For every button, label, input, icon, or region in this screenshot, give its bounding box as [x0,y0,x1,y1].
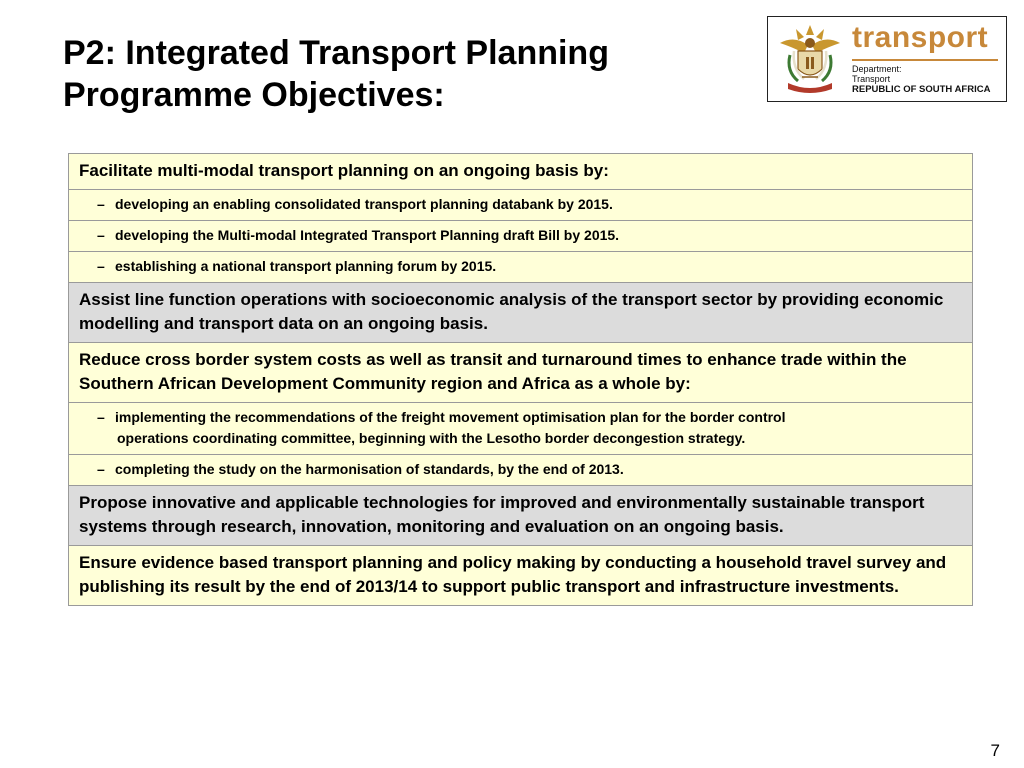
objective-text: Ensure evidence based transport planning and policy making by conducting a household travel survey and publishing its result by the end of 2013/14 to support public transport and infrastructure investments. [69,546,973,606]
objective-sub-row [69,455,973,486]
logo-department-label: Department: [852,64,902,74]
objective-sub-row [69,252,973,283]
objective-sub-text: completing the study on the harmonisation of standards, by the end of 2013. [115,461,624,477]
slide-title-line-2: Programme Objectives: [63,76,445,114]
coat-of-arms-icon [774,21,846,97]
slide-title-line-1: P2: Integrated Transport Planning [63,34,609,72]
dash-bullet: – [97,196,105,212]
dash-bullet: – [97,227,105,243]
logo-country-name: REPUBLIC OF SOUTH AFRICA [852,84,991,95]
logo-wordmark: transport [852,21,989,54]
objective-row [69,343,973,403]
logo-divider [852,59,998,61]
objectives-table [68,153,973,606]
slide-title [63,32,743,116]
objective-sub-row [69,221,973,252]
department-logo [767,16,1007,102]
objective-sub-text-continued: operations coordinating committee, beginning with the Lesotho border decongestion strategy. [117,430,746,446]
objective-sub-text: developing the Multi-modal Integrated Transport Planning draft Bill by 2015. [115,227,620,243]
objective-sub-text: developing an enabling consolidated transport planning databank by 2015. [115,196,613,212]
objective-row [69,283,973,343]
objective-row [69,546,973,606]
objective-text: Facilitate multi-modal transport planning on an ongoing basis by: [69,154,973,190]
dash-bullet: – [97,461,105,477]
objective-text: Reduce cross border system costs as well as transit and turnaround times to enhance trade within the Southern African Development Community region and Africa as a whole by: [69,343,973,403]
page-number: 7 [990,741,1000,760]
objective-sub-row [69,190,973,221]
logo-department-name: Transport [852,74,891,84]
dash-bullet: – [97,409,105,425]
objective-sub-text: implementing the recommendations of the freight movement optimisation plan for the border control [115,409,786,425]
dash-bullet: – [97,258,105,274]
objective-sub-row [69,403,973,455]
objective-text: Propose innovative and applicable technologies for improved and environmentally sustainable transport systems through research, innovation, monitoring and evaluation on an ongoing basis. [69,486,973,546]
objective-row [69,486,973,546]
objective-sub-text: establishing a national transport planning forum by 2015. [115,258,497,274]
objective-row [69,154,973,190]
objective-text: Assist line function operations with socioeconomic analysis of the transport sector by providing economic modelling and transport data on an ongoing basis. [69,283,973,343]
